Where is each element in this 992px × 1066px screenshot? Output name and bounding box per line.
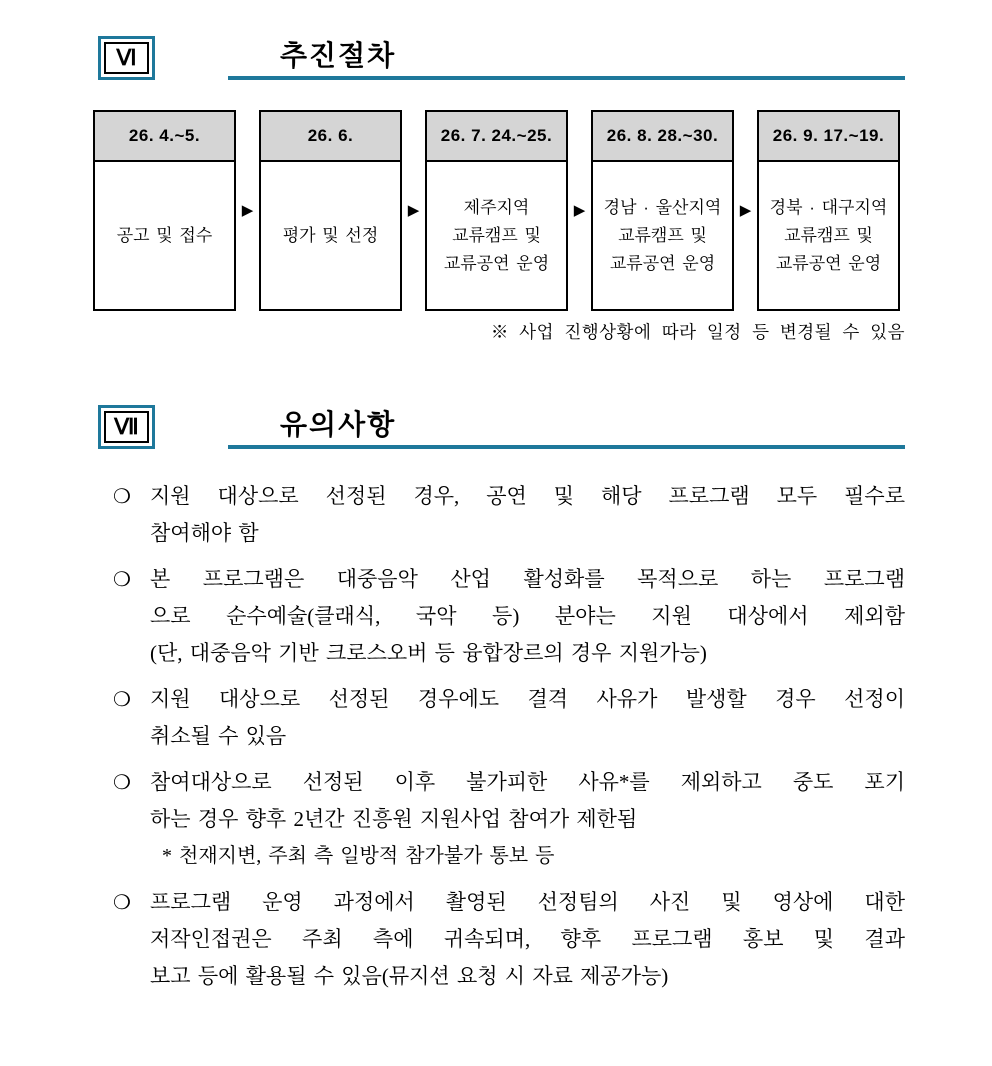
flow-step-line: 교류공연 운영 [775, 253, 882, 273]
flow-step-line: 교류캠프 및 [618, 225, 707, 245]
flow-step-1 [93, 110, 236, 311]
section-numeral-box [98, 405, 155, 449]
note-item-5 [113, 884, 905, 995]
flow-step-line: 공고 및 접수 [116, 225, 213, 245]
flow-step-line: 교류공연 운영 [443, 253, 550, 273]
section-numeral: Ⅶ [104, 411, 149, 443]
section-numeral-box [98, 36, 155, 80]
section-notes-header [98, 405, 905, 449]
note-item-4 [113, 764, 905, 875]
note-line: 본 프로그램은 대중음악 산업 활성화를 목적으로 하는 프로그램 [150, 567, 905, 591]
flow-step-3 [425, 110, 568, 311]
flow-step-line: 평가 및 선정 [282, 225, 379, 245]
note-line: 참여대상으로 선정된 이후 불가피한 사유*를 제외하고 중도 포기 [150, 770, 905, 794]
arrow-right-icon: ▶ [407, 201, 420, 219]
note-line: 지원 대상으로 선정된 경우에도 결격 사유가 발생할 경우 선정이 [150, 687, 905, 711]
procedure-flowchart [93, 110, 900, 311]
notes-list [113, 478, 905, 1004]
flow-step-date: 26. 4.~5. [95, 112, 234, 162]
note-line: 으로 순수예술(클래식, 국악 등) 분야는 지원 대상에서 제외함 [150, 604, 905, 628]
flow-step-line: 교류공연 운영 [609, 253, 716, 273]
flow-step-4 [591, 110, 734, 311]
section-numeral: Ⅵ [104, 42, 149, 74]
flow-step-date: 26. 6. [261, 112, 400, 162]
bullet-circle-icon: ❍ [113, 567, 131, 591]
flow-gap [568, 110, 591, 311]
flow-step-2 [259, 110, 402, 311]
flow-step-date: 26. 7. 24.~25. [427, 112, 566, 162]
note-item-2 [113, 561, 905, 672]
flow-step-body [427, 162, 566, 309]
section-title-underline [228, 405, 905, 449]
flow-step-date: 26. 9. 17.~19. [759, 112, 898, 162]
flow-gap [236, 110, 259, 311]
flow-step-body [593, 162, 732, 309]
schedule-change-note: ※ 사업 진행상황에 따라 일정 등 변경될 수 있음 [490, 322, 905, 342]
section-procedure-header [98, 36, 905, 80]
flow-gap [734, 110, 757, 311]
note-item-3 [113, 681, 905, 755]
flow-gap [402, 110, 425, 311]
arrow-right-icon: ▶ [739, 201, 752, 219]
note-line: 하는 경우 향후 2년간 진흥원 지원사업 참여가 제한됨 [150, 807, 638, 831]
flow-step-body [261, 162, 400, 309]
flow-step-line: 경북 · 대구지역 [769, 197, 888, 217]
flow-step-line: 제주지역 [463, 197, 530, 217]
note-line: 지원 대상으로 선정된 경우, 공연 및 해당 프로그램 모두 필수로 [150, 484, 905, 508]
flow-step-line: 교류캠프 및 [784, 225, 873, 245]
flow-step-line: 교류캠프 및 [452, 225, 541, 245]
flow-step-line: 경남 · 울산지역 [603, 197, 722, 217]
arrow-right-icon: ▶ [573, 201, 586, 219]
section-title-underline [228, 36, 905, 80]
note-line: 참여해야 함 [150, 521, 259, 545]
note-footnote: * 천재지변, 주최 측 일방적 참가불가 통보 등 [162, 845, 555, 867]
bullet-circle-icon: ❍ [113, 890, 131, 914]
note-line: 프로그램 운영 과정에서 촬영된 선정팀의 사진 및 영상에 대한 [150, 890, 905, 914]
section-title: 유의사항 [280, 409, 397, 440]
flow-step-5 [757, 110, 900, 311]
flow-step-body [95, 162, 234, 309]
section-title: 추진절차 [280, 40, 397, 71]
flow-step-body [759, 162, 898, 309]
bullet-circle-icon: ❍ [113, 687, 131, 711]
flow-step-date: 26. 8. 28.~30. [593, 112, 732, 162]
note-line: 보고 등에 활용될 수 있음(뮤지션 요청 시 자료 제공가능) [150, 964, 669, 988]
note-line: 취소될 수 있음 [150, 724, 287, 748]
arrow-right-icon: ▶ [241, 201, 254, 219]
bullet-circle-icon: ❍ [113, 770, 131, 794]
note-line: (단, 대중음악 기반 크로스오버 등 융합장르의 경우 지원가능) [150, 641, 707, 665]
note-line: 저작인접권은 주최 측에 귀속되며, 향후 프로그램 홍보 및 결과 [150, 927, 905, 951]
note-item-1 [113, 478, 905, 552]
bullet-circle-icon: ❍ [113, 484, 131, 508]
